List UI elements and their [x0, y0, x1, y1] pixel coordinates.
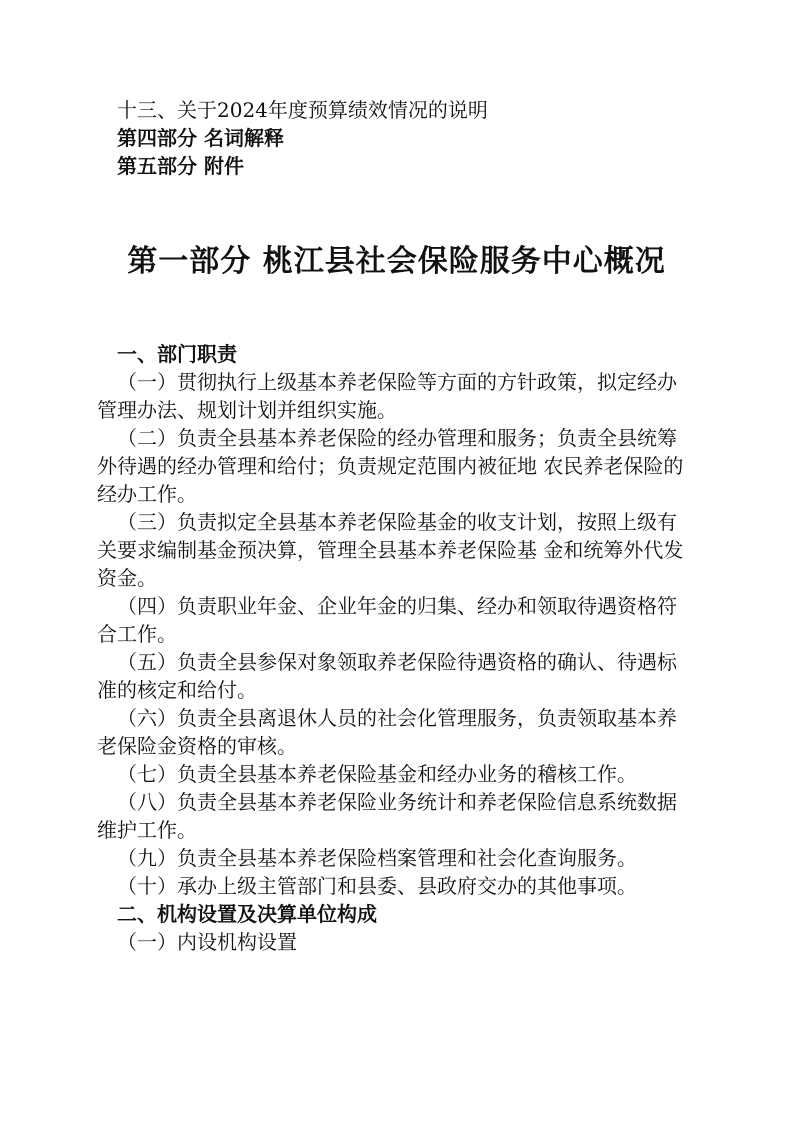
- main-content: [97, 340, 700, 956]
- duty-line: （七）负责全县基本养老保险基金和经办业务的稽核工作。: [117, 762, 637, 786]
- section-heading-duties: 一、部门职责: [117, 342, 237, 366]
- duty-line: （四）负责职业年金、企业年金的归集、经办和领取待遇资格符: [117, 594, 677, 618]
- duty-paragraph: [97, 592, 700, 648]
- duty-paragraph: [97, 788, 700, 844]
- duty-line: （二）负责全县基本养老保险的经办管理和服务；负责全县统筹: [117, 426, 677, 450]
- duty-line: （五）负责全县参保对象领取养老保险待遇资格的确认、待遇标: [117, 650, 677, 674]
- duty-line: 管理办法、规划计划并组织实施。: [97, 398, 397, 422]
- duty-paragraph: [117, 872, 700, 900]
- duty-paragraph: [97, 368, 700, 424]
- duty-line: 资金。: [97, 566, 157, 590]
- duty-line: 合工作。: [97, 622, 177, 646]
- duty-line: 关要求编制基金预决算，管理全县基本养老保险基 金和统筹外代发: [97, 538, 684, 562]
- duty-paragraph: [97, 648, 700, 704]
- toc-part-5: 第五部分 附件: [117, 154, 244, 178]
- duty-paragraph: [97, 704, 700, 760]
- duty-line: （三）负责拟定全县基本养老保险基金的收支计划，按照上级有: [117, 510, 677, 534]
- duty-line: （八）负责全县基本养老保险业务统计和养老保险信息系统数据: [117, 790, 677, 814]
- duty-line: （十）承办上级主管部门和县委、县政府交办的其他事项。: [117, 874, 637, 898]
- duty-paragraph: [97, 508, 700, 592]
- duty-line: （一）贯彻执行上级基本养老保险等方面的方针政策，拟定经办: [117, 370, 677, 394]
- duty-line: （六）负责全县离退休人员的社会化管理服务，负责领取基本养: [117, 706, 677, 730]
- page-title: 第一部分 桃江县社会保险服务中心概况: [127, 244, 666, 279]
- duty-paragraph: [117, 760, 700, 788]
- duty-line: 老保险金资格的审核。: [97, 734, 297, 758]
- duty-paragraph: [97, 424, 700, 508]
- toc-part-4: 第四部分 名词解释: [117, 126, 284, 150]
- duty-line: 外待遇的经办管理和给付；负责规定范围内被征地 农民养老保险的: [97, 454, 684, 478]
- duty-paragraph: [117, 844, 700, 872]
- duty-line: 维护工作。: [97, 818, 197, 842]
- duty-line: 准的核定和给付。: [97, 678, 257, 702]
- table-of-contents: [117, 96, 717, 180]
- toc-item-13: 十三、关于2024年度预算绩效情况的说明: [117, 98, 488, 122]
- section-heading-organization: 二、机构设置及决算单位构成: [117, 902, 377, 926]
- duty-line: （九）负责全县基本养老保险档案管理和社会化查询服务。: [117, 846, 637, 870]
- duty-line: 经办工作。: [97, 482, 197, 506]
- subsection-internal-structure: （一）内设机构设置: [117, 930, 297, 954]
